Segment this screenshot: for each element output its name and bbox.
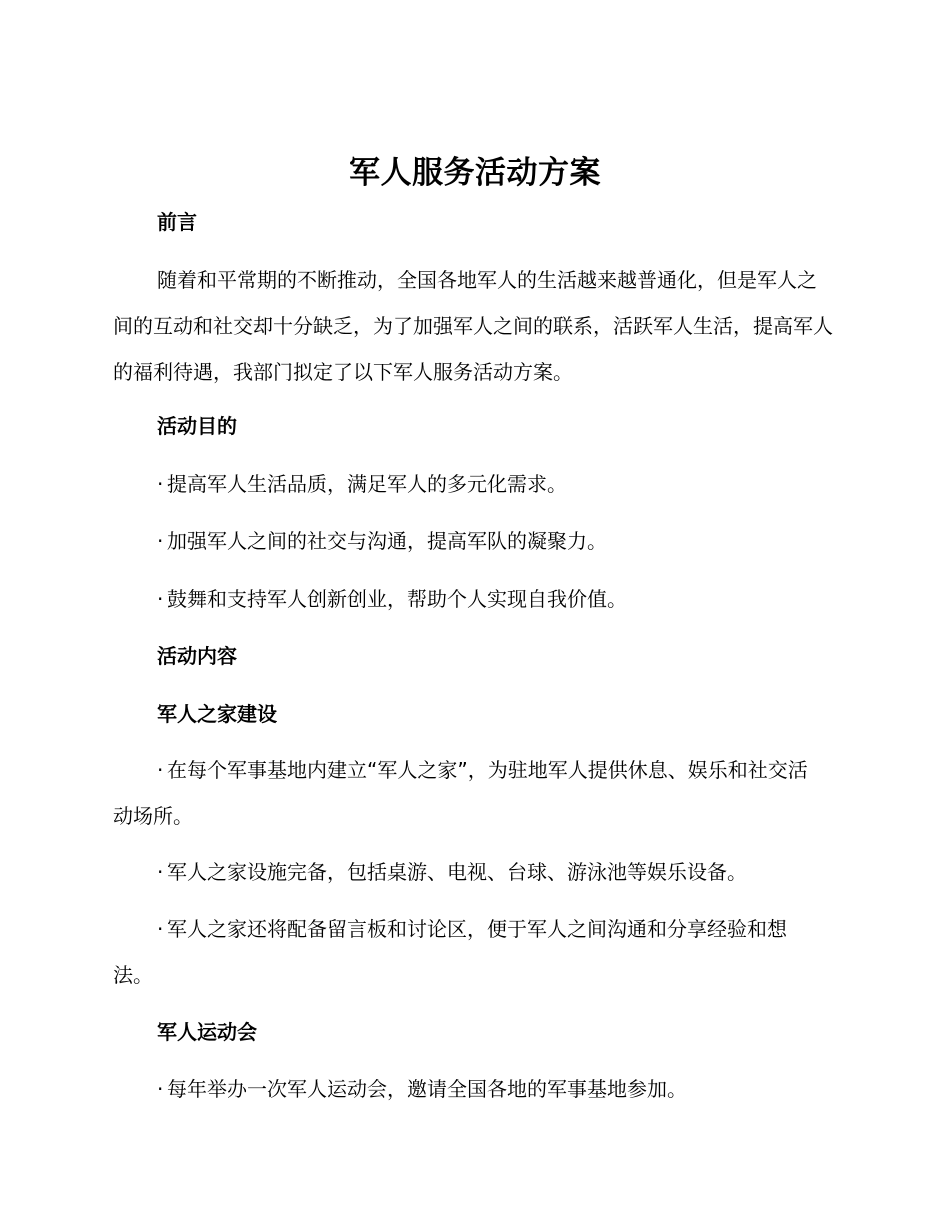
section-heading-preface: 前言 <box>157 210 197 234</box>
sports-item: · 每年举办一次军人运动会，邀请全国各地的军事基地参加。 <box>157 1077 687 1101</box>
bullet-symbol: · <box>157 758 164 782</box>
home-item: · 军人之家设施完备，包括桌游、电视、台球、游泳池等娱乐设备。 <box>157 860 747 884</box>
document-title: 军人服务活动方案 <box>349 155 601 191</box>
bullet-symbol: · <box>157 587 164 611</box>
bullet-symbol: · <box>157 472 164 496</box>
home-item: · 在每个军事基地内建立“军人之家”，为驻地军人提供休息、娱乐和社交活动场所。 <box>113 747 825 839</box>
subsection-heading-sports: 军人运动会 <box>157 1020 257 1044</box>
bullet-symbol: · <box>157 860 164 884</box>
purpose-item: · 鼓舞和支持军人创新创业，帮助个人实现自我价值。 <box>157 587 627 611</box>
subsection-heading-home: 军人之家建设 <box>157 702 277 726</box>
home-item: · 军人之家还将配备留言板和讨论区，便于军人之间沟通和分享经验和想法。 <box>113 906 825 998</box>
bullet-symbol: · <box>157 529 164 553</box>
section-heading-content: 活动内容 <box>157 644 237 668</box>
purpose-item: · 提高军人生活品质，满足军人的多元化需求。 <box>157 472 567 496</box>
bullet-symbol: · <box>157 917 164 941</box>
purpose-item: · 加强军人之间的社交与沟通，提高军队的凝聚力。 <box>157 529 607 553</box>
bullet-symbol: · <box>157 1077 164 1101</box>
preface-paragraph: 随着和平常期的不断推动，全国各地军人的生活越来越普通化，但是军人之间的互动和社交却十分缺乏，为了加强军人之间的联系，活跃军人生活，提高军人的福利待遇，我部门拟定了以下军人服务活动方案。 <box>113 268 833 384</box>
section-heading-purpose: 活动目的 <box>157 414 237 438</box>
